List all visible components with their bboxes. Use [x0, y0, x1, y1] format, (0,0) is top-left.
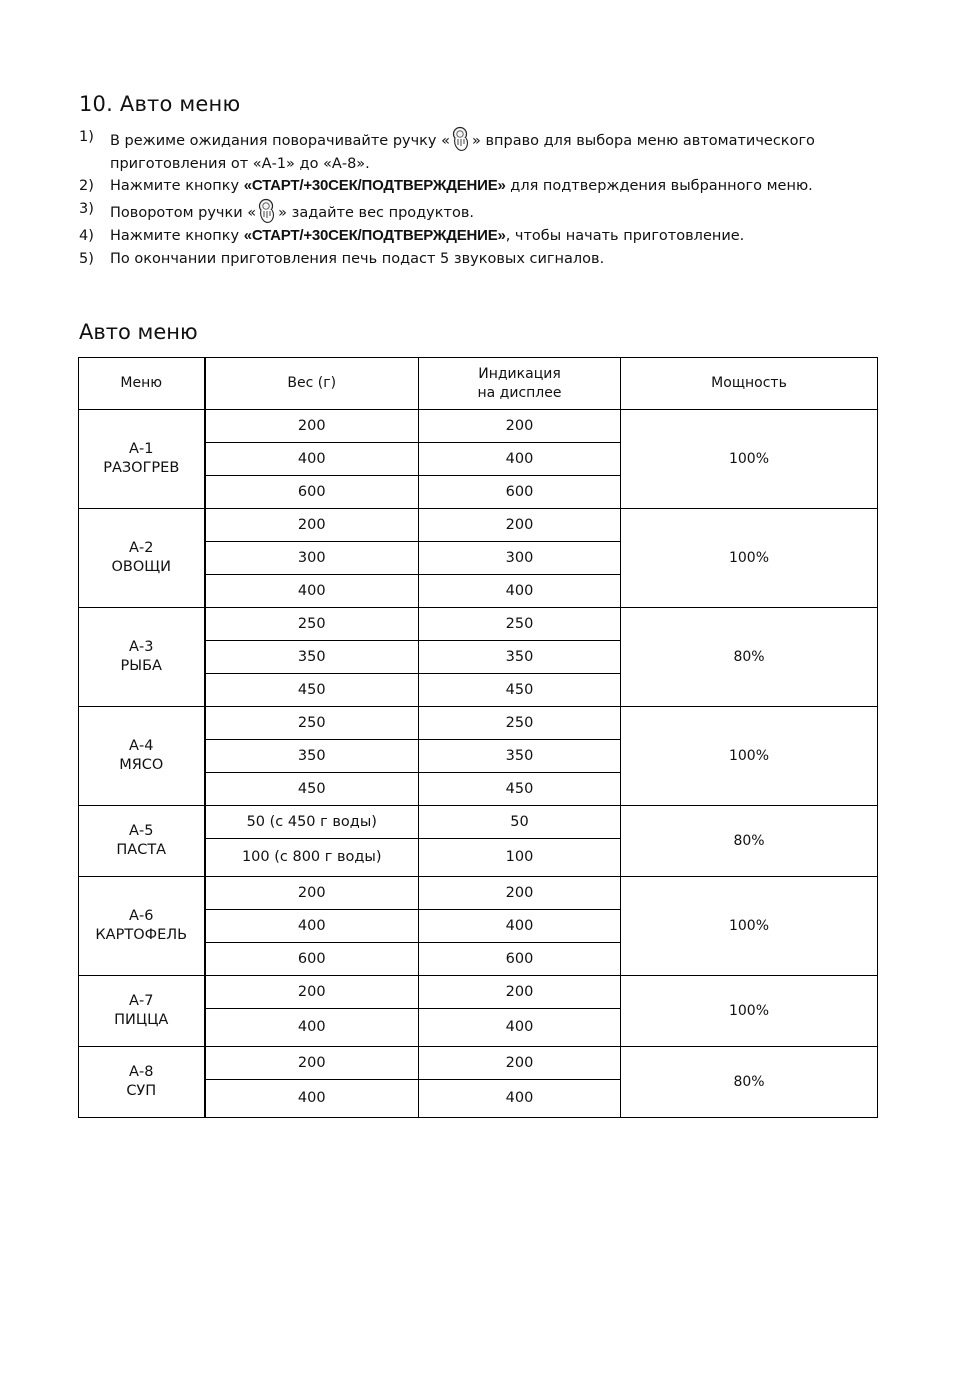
- display-cell: 450: [419, 773, 621, 806]
- header-power: Мощность: [621, 358, 878, 410]
- table-row: [79, 608, 878, 641]
- menu-program-cell: [79, 608, 205, 707]
- weight-cell: 300: [205, 542, 419, 575]
- menu-name: КАРТОФЕЛЬ: [95, 927, 188, 943]
- display-cell: 100: [419, 839, 621, 877]
- display-cell: 400: [419, 1009, 621, 1047]
- weight-cell: 600: [205, 943, 419, 976]
- display-cell: 400: [419, 575, 621, 608]
- weight-cell: 400: [205, 1009, 419, 1047]
- menu-code: А-2: [129, 540, 154, 556]
- menu-program-cell: [79, 877, 205, 976]
- step-text-before: По окончании приготовления печь подаст 5 звуковых сигналов.: [110, 250, 605, 267]
- header-display-line2: на дисплее: [477, 384, 562, 401]
- weight-cell: 400: [205, 910, 419, 943]
- display-cell: 50: [419, 806, 621, 839]
- weight-cell: 450: [205, 674, 419, 707]
- table-title: Авто меню: [79, 320, 198, 344]
- header-menu: Меню: [79, 358, 205, 410]
- menu-name: МЯСО: [119, 757, 164, 773]
- weight-cell: 250: [205, 608, 419, 641]
- power-cell: 80%: [621, 806, 878, 877]
- step-text-after: , чтобы начать приготовление.: [505, 227, 745, 244]
- menu-name: РАЗОГРЕВ: [103, 460, 180, 476]
- step-text-before: В режиме ожидания поворачивайте ручку «: [110, 133, 450, 149]
- auto-menu-table: [78, 357, 878, 1118]
- step-item: [79, 126, 879, 175]
- display-cell: 250: [419, 707, 621, 740]
- weight-cell: 350: [205, 641, 419, 674]
- header-display: [419, 358, 621, 410]
- step-item: [79, 198, 879, 225]
- menu-program-cell: [79, 806, 205, 877]
- menu-code: А-3: [129, 639, 154, 655]
- menu-program-cell: [79, 509, 205, 608]
- table-row: [79, 410, 878, 443]
- menu-program-cell: [79, 1047, 205, 1118]
- button-name: «СТАРТ/+30СЕК/ПОДТВЕРЖДЕНИЕ»: [243, 177, 506, 195]
- weight-cell: 200: [205, 877, 419, 910]
- weight-cell: 600: [205, 476, 419, 509]
- step-text-before: Поворотом ручки «: [110, 205, 257, 222]
- power-cell: 80%: [621, 608, 878, 707]
- step-number: 4): [79, 227, 94, 244]
- weight-cell: 250: [205, 707, 419, 740]
- menu-code: А-1: [129, 441, 154, 457]
- power-cell: 100%: [621, 976, 878, 1047]
- power-cell: 80%: [621, 1047, 878, 1118]
- weight-cell: 450: [205, 773, 419, 806]
- display-cell: 300: [419, 542, 621, 575]
- display-cell: 600: [419, 476, 621, 509]
- menu-name: ОВОЩИ: [111, 559, 171, 575]
- power-cell: 100%: [621, 509, 878, 608]
- table-header-row: [79, 358, 878, 410]
- weight-cell: 400: [205, 1080, 419, 1118]
- step-text-after: » вправо для выбора меню автоматического приготовления от «А-1» до «А-8».: [110, 133, 815, 172]
- power-cell: 100%: [621, 410, 878, 509]
- header-display-line1: Индикация: [478, 365, 561, 382]
- menu-name: СУП: [126, 1083, 157, 1099]
- weight-cell: 100 (с 800 г воды): [205, 839, 419, 877]
- button-name: «СТАРТ/+30СЕК/ПОДТВЕРЖДЕНИЕ»: [243, 226, 506, 244]
- weight-cell: 50 (с 450 г воды): [205, 806, 419, 839]
- step-item: [79, 248, 879, 271]
- table-row: [79, 1047, 878, 1080]
- menu-name: ПИЦЦА: [114, 1012, 169, 1028]
- power-cell: 100%: [621, 877, 878, 976]
- weight-cell: 200: [205, 1047, 419, 1080]
- knob-hand-icon: [451, 126, 471, 152]
- weight-cell: 200: [205, 410, 419, 443]
- display-cell: 350: [419, 740, 621, 773]
- menu-program-cell: [79, 976, 205, 1047]
- menu-code: А-4: [129, 738, 154, 754]
- display-cell: 400: [419, 1080, 621, 1118]
- table-row: [79, 877, 878, 910]
- display-cell: 200: [419, 1047, 621, 1080]
- step-item: [79, 225, 879, 248]
- instruction-steps: [79, 126, 879, 270]
- menu-program-cell: [79, 707, 205, 806]
- menu-code: А-8: [129, 1064, 154, 1080]
- step-item: [79, 175, 879, 198]
- menu-code: А-7: [129, 993, 154, 1009]
- display-cell: 400: [419, 910, 621, 943]
- menu-name: РЫБА: [120, 658, 162, 674]
- section-title: 10. Авто меню: [79, 92, 241, 116]
- power-cell: 100%: [621, 707, 878, 806]
- step-text-after: для подтверждения выбранного меню.: [505, 178, 813, 195]
- weight-cell: 400: [205, 443, 419, 476]
- table-row: [79, 707, 878, 740]
- display-cell: 200: [419, 410, 621, 443]
- table-row: [79, 976, 878, 1009]
- display-cell: 200: [419, 509, 621, 542]
- step-number: 1): [79, 129, 94, 145]
- display-cell: 200: [419, 976, 621, 1009]
- step-number: 2): [79, 178, 94, 195]
- display-cell: 200: [419, 877, 621, 910]
- step-text-before: Нажмите кнопку: [110, 178, 244, 195]
- menu-code: А-6: [129, 908, 154, 924]
- header-weight: Вес (г): [205, 358, 419, 410]
- step-number: 3): [79, 201, 94, 218]
- knob-hand-icon: [257, 198, 277, 224]
- weight-cell: 200: [205, 509, 419, 542]
- menu-program-cell: [79, 410, 205, 509]
- step-number: 5): [79, 250, 94, 267]
- menu-code: А-5: [129, 823, 154, 839]
- weight-cell: 400: [205, 575, 419, 608]
- table-row: [79, 509, 878, 542]
- display-cell: 450: [419, 674, 621, 707]
- menu-name: ПАСТА: [116, 842, 167, 858]
- step-text-after: » задайте вес продуктов.: [278, 205, 474, 222]
- display-cell: 250: [419, 608, 621, 641]
- weight-cell: 350: [205, 740, 419, 773]
- display-cell: 400: [419, 443, 621, 476]
- display-cell: 350: [419, 641, 621, 674]
- display-cell: 600: [419, 943, 621, 976]
- step-text-before: Нажмите кнопку: [110, 227, 244, 244]
- weight-cell: 200: [205, 976, 419, 1009]
- table-row: [79, 806, 878, 839]
